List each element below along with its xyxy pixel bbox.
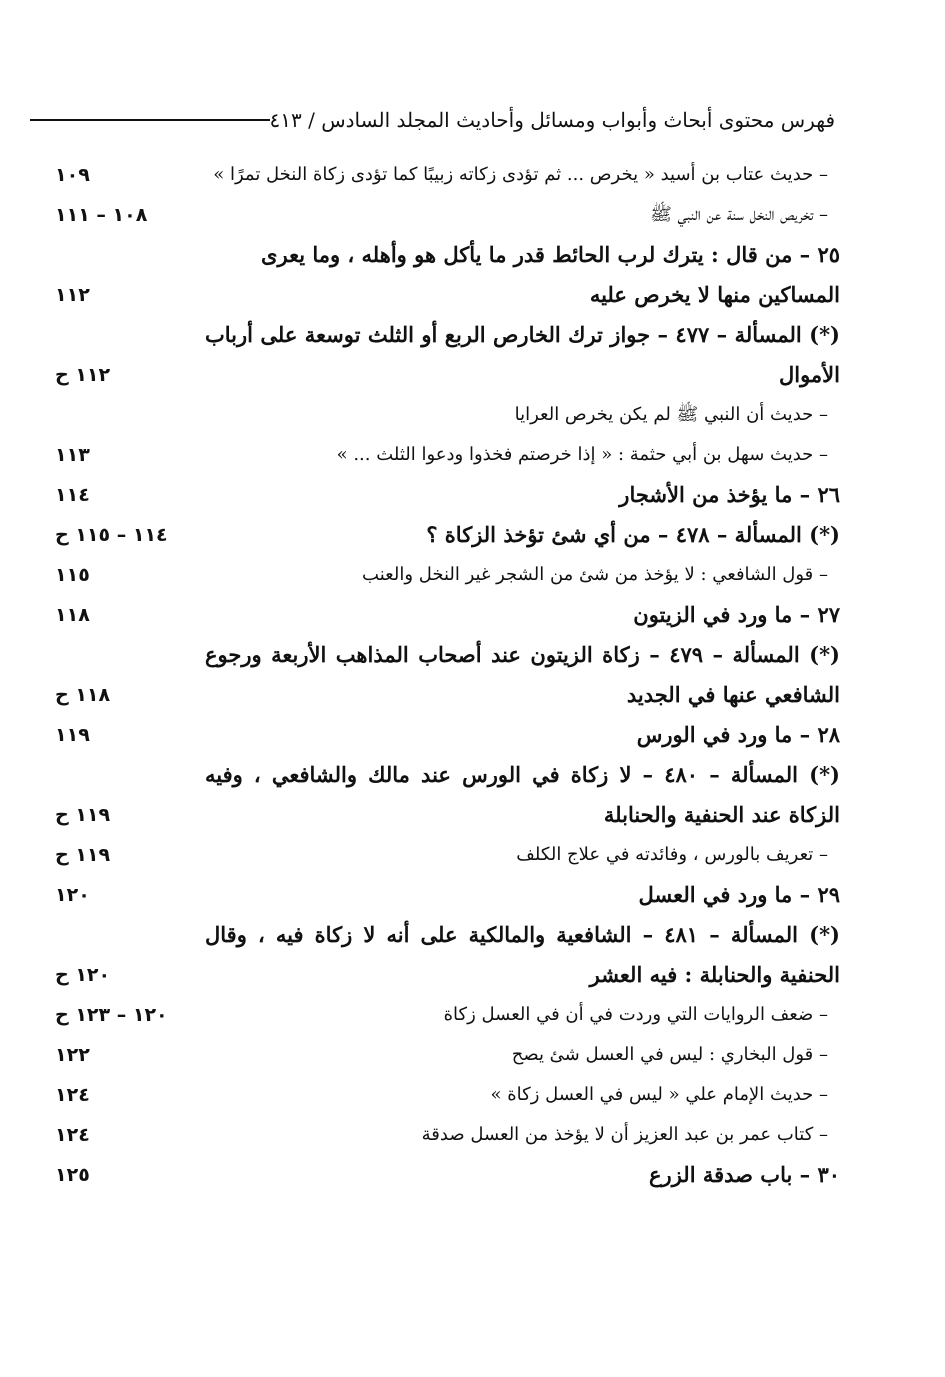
running-header [70,100,835,140]
index-entry [55,315,840,395]
entry-text: ٢٩ – ما ورد في العسل [638,882,840,907]
index-entry [55,995,840,1035]
index-entry [55,195,840,235]
index-entry [55,635,840,715]
header-title: فهرس محتوى أبحاث وأبواب ومسائل وأحاديث المجلد السادس / ٤١٣ [269,108,835,132]
entry-pages: ١٠٩ [55,164,90,186]
entry-text: – قول الشافعي : لا يؤخذ من شئ من الشجر غير النخل والعنب [362,564,828,585]
index-entry [55,155,840,195]
entry-pages: ١١٤ – ١١٥ ح [55,524,168,546]
index-entry [55,755,840,835]
index-entry [55,475,840,515]
entry-text: – حديث أن النبي ﷺ لم يكن يخرص العرايا [514,404,828,425]
entry-pages: ١١٢ [55,284,90,306]
index-entry [55,915,840,995]
entry-text: – تخريص النخل سنة عن النبي ﷺ [650,204,828,225]
entry-pages: ١١٨ [55,604,90,626]
entry-pages: ١٢٤ [55,1084,90,1106]
index-entry [55,595,840,635]
index-entries [55,155,840,1195]
index-entry [55,875,840,915]
entry-text: ٢٦ – ما يؤخذ من الأشجار [619,482,840,507]
entry-pages: ١٢٠ ح [55,964,111,986]
index-entry [55,555,840,595]
entry-text: ٣٠ – باب صدقة الزرع [649,1162,840,1187]
entry-text: (*) المسألة – ٤٧٩ – زكاة الزيتون عند أصحاب المذاهب الأربعة ورجوع الشافعي عنها في الجديد [205,642,840,707]
header-rule [30,119,270,121]
entry-pages: ١١٩ [55,724,90,746]
entry-text: (*) المسألة – ٤٧٧ – جواز ترك الخارص الربع أو الثلث توسعة على أرباب الأموال [205,322,840,387]
index-entry [55,1035,840,1075]
index-entry [55,1115,840,1155]
entry-pages: ١١٤ [55,484,90,506]
entry-text: (*) المسألة – ٤٧٨ – من أي شئ تؤخذ الزكاة ؟ [426,522,840,547]
entry-text: (*) المسألة – ٤٨١ – الشافعية والمالكية على أنه لا زكاة فيه ، وقال الحنفية والحنابلة : فيه العشر [205,922,840,987]
entry-text: ٢٥ – من قال : يترك لرب الحائط قدر ما يأكل هو وأهله ، وما يعرى المساكين منها لا يخرص عليه [261,242,840,307]
index-entry [55,1155,840,1195]
entry-pages: ١٠٨ – ١١١ [55,204,148,226]
entry-pages: ١١٩ ح [55,804,111,826]
entry-text: – تعريف بالورس ، وفائدته في علاج الكلف [516,844,828,865]
entry-pages: ١١٥ [55,564,90,586]
index-entry [55,435,840,475]
entry-text: – كتاب عمر بن عبد العزيز أن لا يؤخذ من العسل صدقة [421,1124,828,1145]
entry-pages: ١٢٤ [55,1124,90,1146]
entry-text: – حديث الإمام علي « ليس في العسل زكاة » [490,1084,828,1105]
entry-text: (*) المسألة – ٤٨٠ – لا زكاة في الورس عند مالك والشافعي ، وفيه الزكاة عند الحنفية والحنابلة [205,762,840,827]
index-entry [55,715,840,755]
index-entry [55,235,840,315]
entry-text: – حديث عتاب بن أسيد « يخرص ... ثم تؤدى زكاته زبيبًا كما تؤدى زكاة النخل تمرًا » [213,164,828,185]
entry-pages: ١١٩ ح [55,844,111,866]
index-entry [55,515,840,555]
entry-text: – قول البخاري : ليس في العسل شئ يصح [511,1044,828,1065]
entry-text: ٢٧ – ما ورد في الزيتون [633,602,840,627]
index-entry [55,395,840,435]
entry-pages: ١٢٠ [55,884,90,906]
index-entry [55,835,840,875]
index-entry [55,1075,840,1115]
entry-pages: ١٢٥ [55,1164,90,1186]
entry-text: – حديث سهل بن أبي حثمة : « إذا خرصتم فخذوا ودعوا الثلث ... » [336,444,828,465]
entry-pages: ١١٢ ح [55,364,111,386]
entry-pages: ١٢٠ – ١٢٣ ح [55,1004,168,1026]
entry-pages: ١١٨ ح [55,684,111,706]
entry-text: – ضعف الروايات التي وردت في أن في العسل زكاة [443,1004,828,1025]
entry-pages: ١١٣ [55,444,90,466]
entry-text: ٢٨ – ما ورد في الورس [636,722,840,747]
entry-pages: ١٢٢ [55,1044,90,1066]
